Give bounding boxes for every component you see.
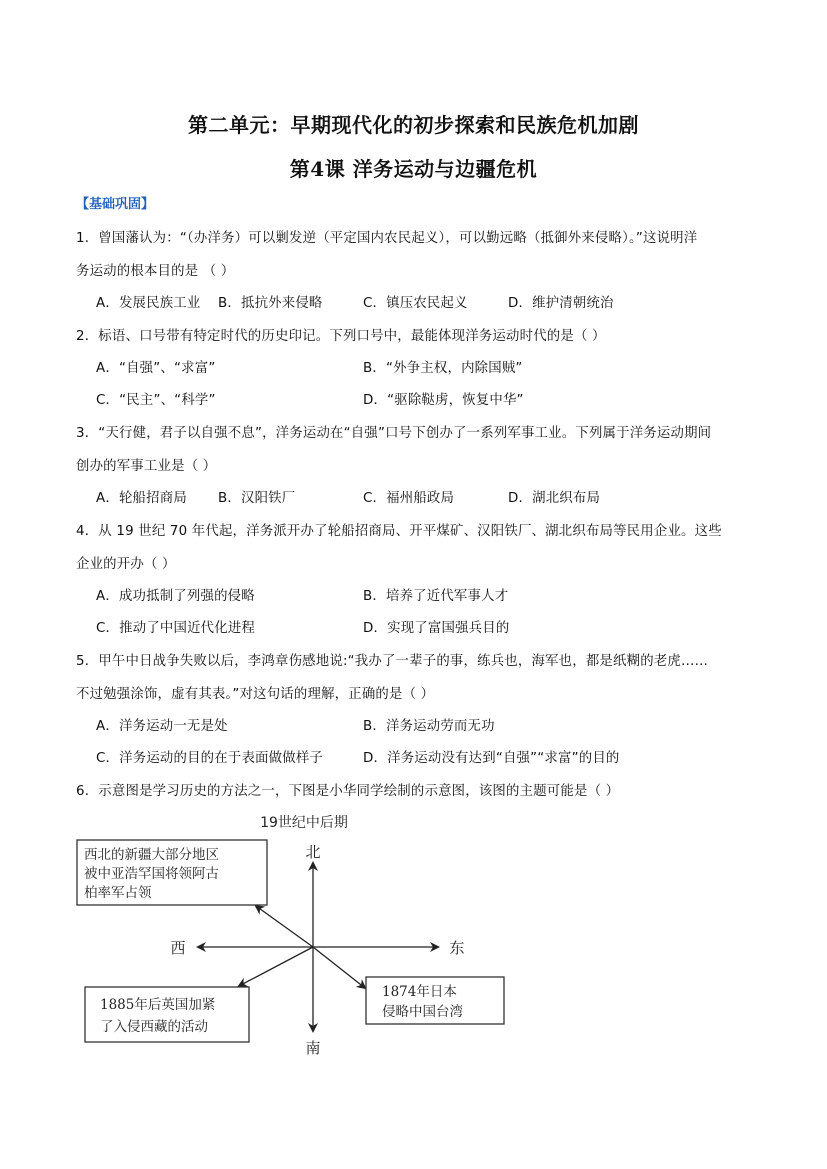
question-2-option-a[interactable]: A．“自强”、“求富” xyxy=(96,361,216,376)
question-3-option-b[interactable]: B．汉阳铁厂 xyxy=(218,491,296,506)
south-label: 南 xyxy=(305,1039,321,1057)
southeast-event-box xyxy=(366,977,504,1024)
southeast-event-line-2: 侵略中国台湾 xyxy=(382,1004,463,1020)
question-1-line-2: 务运动的根本目的是 （ ） xyxy=(76,264,235,279)
question-4-option-b[interactable]: B．培养了近代军事人才 xyxy=(363,589,509,604)
question-5-line-1: 5．甲午中日战争失败以后，李鸿章伤感地说:“我办了一辈子的事，练兵也，海军也，都是纸糊的老虎…… xyxy=(76,654,709,669)
question-4-option-a[interactable]: A．成功抵制了列强的侵略 xyxy=(96,589,255,604)
northwest-event-box xyxy=(77,840,267,905)
question-2-option-b[interactable]: B．“外争主权，内除国贼” xyxy=(363,361,523,376)
northwest-event-line-1: 西北的新疆大部分地区 xyxy=(84,847,219,863)
question-2-option-c[interactable]: C．“民主”、“科学” xyxy=(96,393,216,408)
unit-title: 第二单元：早期现代化的初步探索和民族危机加剧 xyxy=(188,113,639,137)
question-1-option-b[interactable]: B．抵抗外来侵略 xyxy=(218,296,323,311)
southwest-event-line-2: 了入侵西藏的活动 xyxy=(100,1019,208,1035)
question-1-option-a[interactable]: A．发展民族工业 xyxy=(96,296,201,311)
question-1-option-c[interactable]: C．镇压农民起义 xyxy=(363,296,468,311)
question-3-option-c[interactable]: C．福州船政局 xyxy=(363,491,455,506)
compass-diagram xyxy=(0,805,827,1065)
southwest-arrow xyxy=(239,947,313,986)
question-6-line-1: 6．示意图是学习历史的方法之一，下图是小华同学绘制的示意图，该图的主题可能是（ ） xyxy=(76,784,620,799)
question-1-option-d[interactable]: D．维护清朝统治 xyxy=(508,296,614,311)
west-label: 西 xyxy=(170,939,186,957)
question-4-option-c[interactable]: C．推动了中国近代化进程 xyxy=(96,621,256,636)
question-5-option-c[interactable]: C．洋务运动的目的在于表面做做样子 xyxy=(96,751,323,766)
question-1-line-1: 1．曾国藩认为：“（办洋务）可以剿发逆（平定国内农民起义），可以勤远略（抵御外来侵略）。”这说明洋 xyxy=(76,231,698,246)
question-3-line-2: 创办的军事工业是（ ） xyxy=(76,459,217,474)
question-3-option-d[interactable]: D．湖北织布局 xyxy=(508,491,601,506)
southeast-arrow xyxy=(313,947,365,988)
section-heading: 【基础巩固】 xyxy=(76,197,155,212)
question-5-line-2: 不过勉强涂饰，虚有其表。”对这句话的理解，正确的是（ ） xyxy=(76,687,435,702)
question-5-option-b[interactable]: B．洋务运动劳而无功 xyxy=(363,719,495,734)
question-4-line-1: 4．从 19 世纪 70 年代起，洋务派开办了轮船招商局、开平煤矿、汉阳铁厂、湖北织布局等民用企业。这些 xyxy=(76,524,722,539)
southwest-event-line-1: 1885年后英国加紧 xyxy=(100,997,216,1013)
question-5-option-d[interactable]: D．洋务运动没有达到“自强”“求富”的目的 xyxy=(363,751,620,766)
question-2-line-1: 2．标语、口号带有特定时代的历史印记。下列口号中，最能体现洋务运动时代的是（ ） xyxy=(76,329,606,344)
northwest-arrow xyxy=(256,906,313,947)
question-2-option-d[interactable]: D．“驱除鞑虏，恢复中华” xyxy=(363,393,524,408)
northwest-event-line-2: 被中亚浩罕国将领阿古 xyxy=(84,866,219,882)
northwest-event-line-3: 柏率军占领 xyxy=(84,885,152,901)
north-label: 北 xyxy=(305,843,321,861)
question-3-line-1: 3．“天行健，君子以自强不息”，洋务运动在“自强”口号下创办了一系列军事工业。下列属于洋务运动期间 xyxy=(76,426,712,441)
southwest-event-box xyxy=(85,987,249,1042)
question-4-option-d[interactable]: D．实现了富国强兵目的 xyxy=(363,621,510,636)
question-5-option-a[interactable]: A．洋务运动一无是处 xyxy=(96,719,228,734)
diagram-title: 19世纪中后期 xyxy=(260,815,348,831)
southeast-event-line-1: 1874年日本 xyxy=(382,984,457,1000)
east-label: 东 xyxy=(449,939,465,957)
question-3-option-a[interactable]: A．轮船招商局 xyxy=(96,491,187,506)
question-4-line-2: 企业的开办（ ） xyxy=(76,557,176,572)
lesson-title: 第4课 洋务运动与边疆危机 xyxy=(289,157,538,181)
